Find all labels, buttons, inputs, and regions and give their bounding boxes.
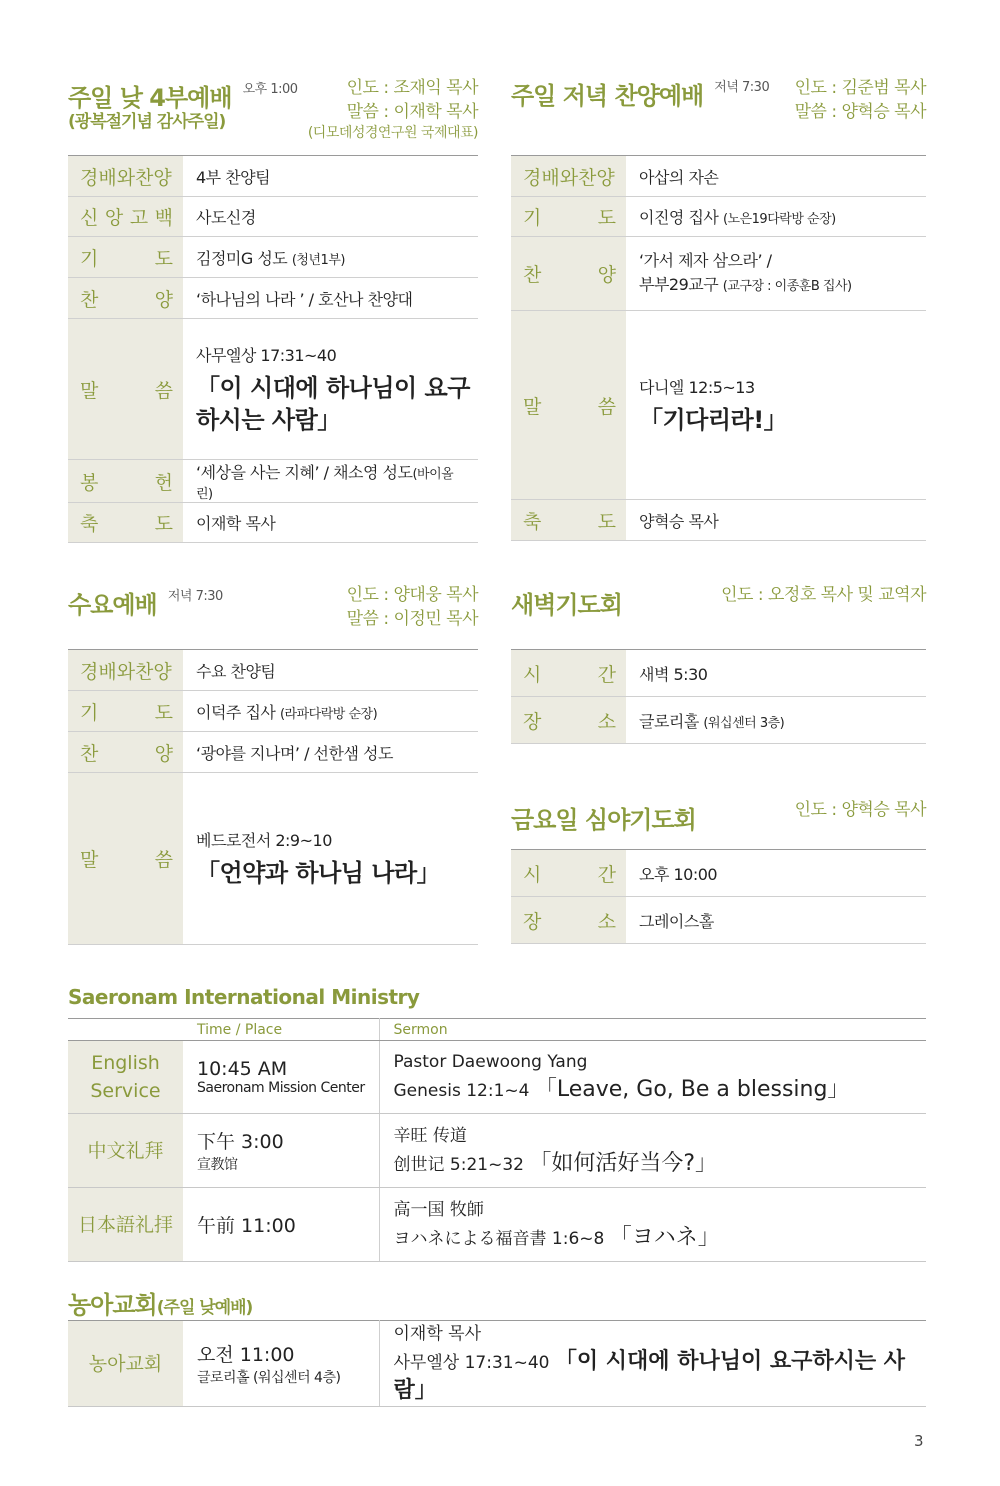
sunday4-table — [68, 155, 478, 543]
friday-title: 금요일 심야기도회 — [511, 806, 696, 834]
time-place: 下午 3:00 宣教馆 — [183, 1114, 379, 1188]
row-label: 장 소 — [511, 897, 626, 944]
friday-table — [511, 849, 926, 944]
deaf-header — [68, 1285, 252, 1320]
evening-leader: 인도 : 김준범 목사 — [794, 78, 926, 98]
row-value: 4부 찬양팀 — [183, 156, 478, 197]
row-label: 장 소 — [511, 697, 626, 744]
row-value: 수요 찬양팀 — [183, 650, 478, 691]
sunday4-time: 오후 1:00 — [242, 82, 298, 97]
row-value: 김정미G 성도 (청년1부) — [183, 237, 478, 278]
row-value: 아삽의 자손 — [626, 156, 926, 197]
evening-header — [511, 76, 769, 111]
wednesday-title: 수요예배 — [68, 591, 157, 619]
row-label: 축 도 — [68, 503, 183, 543]
sunday4-leader: 인도 : 조재익 목사 — [346, 78, 478, 98]
sermon-ref: 베드로전서 2:9~10 — [196, 831, 332, 850]
table-row — [68, 1041, 926, 1114]
row-value: 글로리홀 (워십센터 3층) — [626, 697, 926, 744]
table-row — [511, 650, 926, 697]
creed-label: 신 앙 고 백 — [80, 207, 173, 229]
intl-title: Saeronam International Ministry — [68, 985, 420, 1009]
row-value: 양혁승 목사 — [626, 500, 926, 541]
table-row — [68, 732, 478, 773]
col-sermon: Sermon — [379, 1019, 926, 1041]
row-label: 찬 양 — [511, 237, 626, 311]
row-label: 경배와찬양 — [68, 156, 183, 197]
row-label: 시 간 — [511, 650, 626, 697]
row-value: ‘광야를 지나며’ / 선한샘 성도 — [183, 732, 478, 773]
sunday4-preacher: 말씀 : 이재학 목사 — [346, 102, 478, 122]
sunday4-leaders — [308, 76, 478, 142]
row-label: 경배와찬양 — [511, 156, 626, 197]
intl-table — [68, 1018, 926, 1262]
evening-title: 주일 저녁 찬양예배 — [511, 82, 704, 110]
row-value: 사도신경 — [183, 197, 478, 237]
table-row — [511, 697, 926, 744]
table-row — [511, 197, 926, 237]
wednesday-leader: 인도 : 양대웅 목사 — [346, 585, 478, 605]
deaf-table — [68, 1320, 926, 1407]
dawn-title: 새벽기도회 — [511, 591, 622, 619]
evening-preacher: 말씀 : 양혁승 목사 — [794, 102, 926, 122]
sermon-cell — [183, 319, 478, 460]
row-value: 이덕주 집사 (라파다락방 순장) — [183, 691, 478, 732]
row-label: 시 간 — [511, 850, 626, 897]
dawn-table — [511, 649, 926, 744]
sermon: Pastor Daewoong Yang Genesis 12:1~4 「Leave, Go, Be a blessing」 — [379, 1041, 926, 1114]
sermon: 高一国 牧師 ヨハネによる福音書 1:6~8 「ヨハネ」 — [379, 1188, 926, 1262]
row-label: 봉 헌 — [68, 460, 183, 503]
table-row — [68, 460, 478, 503]
time-place: 오전 11:00 글로리홀 (워십센터 4층) — [183, 1321, 379, 1407]
time-place: 10:45 AM Saeronam Mission Center — [183, 1041, 379, 1114]
wednesday-header — [68, 585, 223, 620]
table-row — [68, 503, 478, 543]
row-label: 기 도 — [68, 691, 183, 732]
table-row — [68, 691, 478, 732]
table-row — [511, 311, 926, 500]
row-label: 경배와찬양 — [68, 650, 183, 691]
sunday4-preacher-note: (디모데성경연구원 국제대표) — [307, 125, 478, 141]
sermon: 辛旺 传道 创世记 5:21~32 「如何活好当今?」 — [379, 1114, 926, 1188]
deaf-subtitle: (주일 낮예배) — [156, 1298, 253, 1318]
evening-table — [511, 155, 926, 541]
row-label: 日本語礼拝 — [68, 1188, 183, 1262]
table-row — [511, 850, 926, 897]
row-value: ‘가서 제자 삼으라’ / 부부29교구 (교구장 : 이종훈B 집사) — [626, 237, 926, 311]
row-label: 中文礼拜 — [68, 1114, 183, 1188]
sermon: 이재학 목사 사무엘상 17:31~40 「이 시대에 하나님이 요구하시는 사람」 — [379, 1321, 926, 1407]
time-place: 午前 11:00 — [183, 1188, 379, 1262]
sermon-title: 「이 시대에 하나님이 요구하시는 사람」 — [196, 373, 470, 434]
table-row — [68, 197, 478, 237]
row-value: 이진영 집사 (노은19다락방 순장) — [626, 197, 926, 237]
evening-time: 저녁 7:30 — [714, 80, 770, 95]
sermon-cell — [183, 773, 478, 945]
row-value: ‘하나님의 나라 ’ / 호산나 찬양대 — [183, 278, 478, 319]
table-row — [68, 156, 478, 197]
wednesday-time: 저녁 7:30 — [167, 589, 223, 604]
row-value: 새벽 5:30 — [626, 650, 926, 697]
sermon-title: 「기다리라!」 — [639, 405, 788, 434]
dawn-leader: 인도 : 오정호 목사 및 교역자 — [721, 585, 926, 605]
sunday4-subtitle: (광복절기념 감사주일) — [68, 112, 226, 132]
row-label: 말 씀 — [68, 319, 183, 460]
sermon-cell — [626, 311, 926, 500]
table-row — [511, 897, 926, 944]
table-row — [511, 500, 926, 541]
col-time-place: Time / Place — [183, 1019, 379, 1041]
row-label: 찬 양 — [68, 732, 183, 773]
row-value: 그레이스홀 — [626, 897, 926, 944]
row-label: 말 씀 — [68, 773, 183, 945]
wednesday-table — [68, 649, 478, 945]
page-number: 3 — [914, 1432, 924, 1450]
table-row — [68, 278, 478, 319]
table-row — [68, 237, 478, 278]
row-label — [68, 197, 183, 237]
table-row — [68, 773, 478, 945]
table-row — [511, 237, 926, 311]
intl-header-row — [68, 1019, 926, 1041]
row-value: ‘세상을 사는 지혜’ / 채소영 성도(바이올린) — [183, 460, 478, 503]
row-label: 찬 양 — [68, 278, 183, 319]
sunday4-title: 주일 낮 4부예배 — [68, 84, 232, 112]
friday-leader: 인도 : 양혁승 목사 — [794, 800, 926, 820]
row-value: 오후 10:00 — [626, 850, 926, 897]
table-row — [68, 1321, 926, 1407]
wednesday-preacher: 말씀 : 이정민 목사 — [346, 609, 478, 629]
table-row — [511, 156, 926, 197]
row-label: English Service — [68, 1041, 183, 1114]
row-label: 농아교회 — [68, 1321, 183, 1407]
deaf-title: 농아교회 — [68, 1291, 157, 1319]
table-row — [68, 319, 478, 460]
sermon-ref: 다니엘 12:5~13 — [639, 377, 755, 397]
row-label: 축 도 — [511, 500, 626, 541]
sermon-title: 「언약과 하나님 나라」 — [196, 859, 441, 887]
wednesday-leaders — [347, 583, 478, 631]
table-row — [68, 1188, 926, 1262]
sermon-ref: 사무엘상 17:31~40 — [196, 345, 337, 365]
row-label: 기 도 — [68, 237, 183, 278]
row-label: 기 도 — [511, 197, 626, 237]
table-row — [68, 1114, 926, 1188]
table-row — [68, 650, 478, 691]
row-value: 이재학 목사 — [183, 503, 478, 543]
row-label: 말 씀 — [511, 311, 626, 500]
evening-leaders — [795, 76, 926, 124]
